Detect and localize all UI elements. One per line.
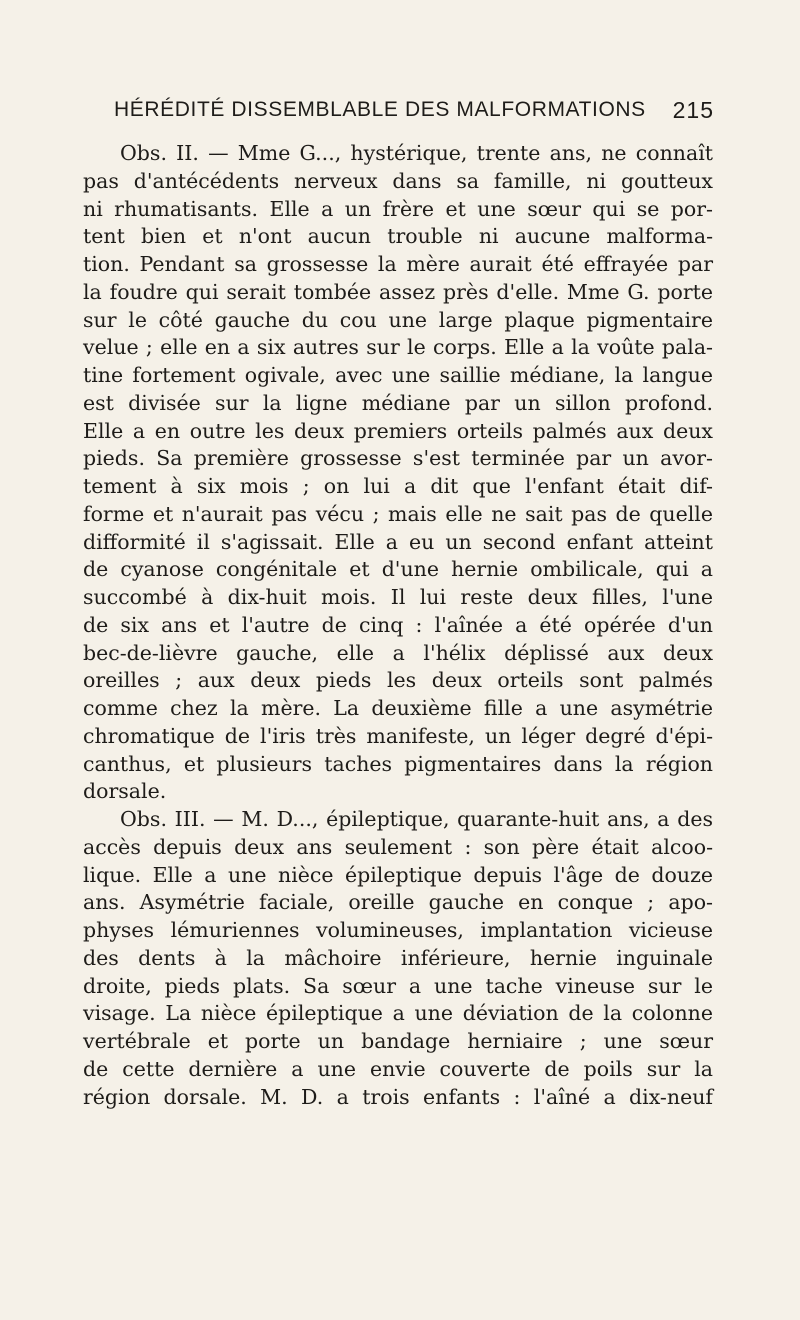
- running-title: HÉRÉDITÉ DISSEMBLABLE DES MALFORMATIONS: [114, 98, 646, 121]
- text-line: vertébrale et porte un bandage herniaire ; une sœur: [83, 1029, 713, 1053]
- text-line: de cyanose congénitale et d'une hernie ombilicale, qui a: [83, 557, 713, 582]
- text-line: Elle a en outre les deux premiers orteils palmés aux deux: [83, 418, 713, 443]
- text-line: des dents à la mâchoire inférieure, hernie inguinale: [83, 945, 713, 970]
- text-line: tent bien et n'ont aucun trouble ni aucune malforma-: [83, 224, 713, 249]
- text-line: accès depuis deux ans seulement : son père était alcoo-: [83, 834, 713, 859]
- text-line: de six ans et l'autre de cinq : l'aînée a été opérée d'un: [83, 612, 713, 637]
- text-line: pas d'antécédents nerveux dans sa famille, ni goutteux: [83, 168, 713, 193]
- page-header: [114, 98, 714, 132]
- text-line: la foudre qui serait tombée assez près d'elle. Mme G. porte: [83, 279, 713, 304]
- body-text: [83, 140, 713, 1111]
- text-line: succombé à dix-huit mois. Il lui reste deux filles, l'une: [83, 585, 713, 609]
- text-line: lique. Elle a une nièce épileptique depuis l'âge de douze: [83, 862, 713, 887]
- text-line: ni rhumatisants. Elle a un frère et une sœur qui se por-: [83, 196, 713, 221]
- text-line: visage. La nièce épileptique a une déviation de la colonne: [83, 1001, 713, 1026]
- text-line: de cette dernière a une envie couverte de poils sur la: [83, 1056, 713, 1081]
- text-line: pieds. Sa première grossesse s'est terminée par un avor-: [83, 446, 713, 471]
- text-line: ans. Asymétrie faciale, oreille gauche en conque ; apo-: [83, 890, 713, 915]
- text-line: chromatique de l'iris très manifeste, un léger degré d'épi-: [83, 723, 713, 748]
- text-line: velue ; elle en a six autres sur le corps. Elle a la voûte pala-: [83, 335, 713, 360]
- text-line: droite, pieds plats. Sa sœur a une tache vineuse sur le: [83, 973, 713, 998]
- text-line: Obs. II. — Mme G..., hystérique, trente ans, ne connaît: [120, 141, 713, 165]
- text-line: oreilles ; aux deux pieds les deux orteils sont palmés: [83, 668, 713, 693]
- text-line: sur le côté gauche du cou une large plaque pigmentaire: [83, 307, 713, 332]
- text-line: forme et n'aurait pas vécu ; mais elle ne sait pas de quelle: [83, 501, 713, 526]
- text-line: tine fortement ogivale, avec une saillie médiane, la langue: [83, 363, 713, 387]
- text-line: tion. Pendant sa grossesse la mère aurait été effrayée par: [83, 252, 713, 276]
- text-line: comme chez la mère. La deuxième fille a une asymétrie: [83, 696, 713, 720]
- text-line: canthus, et plusieurs taches pigmentaires dans la région: [83, 751, 713, 776]
- text-line: difformité il s'agissait. Elle a eu un second enfant atteint: [83, 529, 713, 554]
- text-line: région dorsale. M. D. a trois enfants : l'aîné a dix-neuf: [83, 1084, 713, 1109]
- page-number: 215: [672, 97, 714, 123]
- text-line: Obs. III. — M. D..., épileptique, quarante-huit ans, a des: [120, 807, 713, 831]
- text-line: tement à six mois ; on lui a dit que l'enfant était dif-: [83, 474, 713, 498]
- text-line: bec-de-lièvre gauche, elle a l'hélix déplissé aux deux: [83, 640, 713, 665]
- text-line: physes lémuriennes volumineuses, implantation vicieuse: [83, 918, 713, 942]
- text-line: dorsale.: [83, 779, 167, 804]
- text-line: est divisée sur la ligne médiane par un sillon profond.: [83, 390, 713, 415]
